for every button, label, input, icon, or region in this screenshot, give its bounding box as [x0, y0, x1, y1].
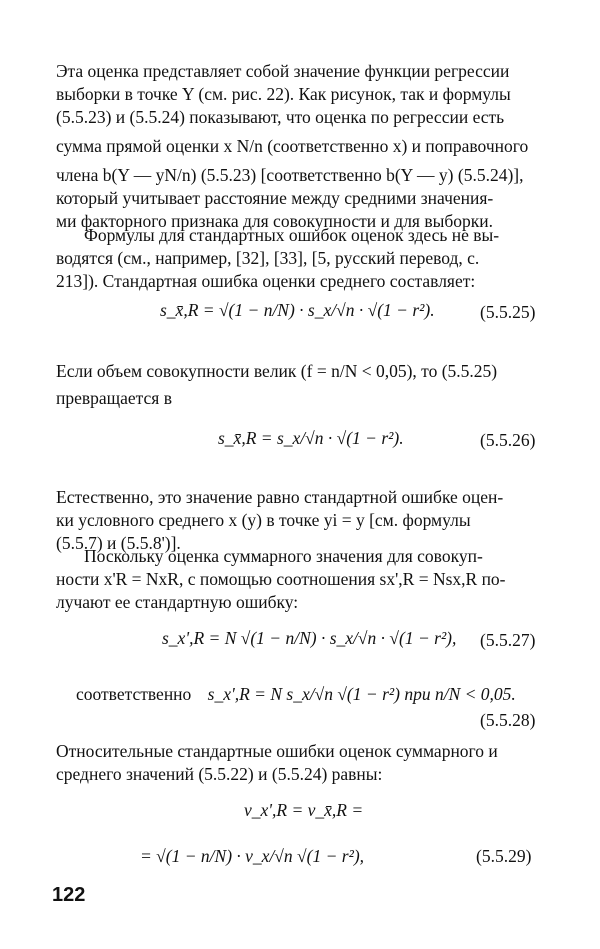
text-line: Естественно, это значение равно стандартной ошибке оцен-	[56, 487, 504, 507]
text-line: ности x'R = NxR, с помощью соотношения sx',R = Nsx,R по-	[56, 569, 506, 589]
equation-5-5-27	[162, 628, 456, 649]
equation-5-5-29-line-1	[244, 800, 363, 821]
text-line: среднего значений (5.5.22) и (5.5.24) равны:	[56, 764, 383, 784]
text-line: Эта оценка представляет собой значение функции регрессии	[56, 61, 510, 81]
text-line: члена b(Y — yN/n) (5.5.23) [соответственно b(Y — y) (5.5.24)],	[56, 165, 524, 185]
equation-5-5-29	[140, 846, 364, 867]
page-number: 122	[52, 884, 86, 906]
paragraph-2	[56, 224, 544, 293]
equation-prefix: соответственно	[76, 684, 192, 704]
equation-number: (5.5.26)	[480, 430, 536, 450]
equation-number: (5.5.27)	[480, 630, 536, 650]
equation-5-5-28	[76, 684, 516, 705]
paragraph-6	[56, 740, 544, 786]
text-line: 213]). Стандартная ошибка оценки среднего составляет:	[56, 271, 476, 291]
equation-formula: s_x̄,R = √(1 − n/N) · s_x/√n · √(1 − r²).	[160, 300, 435, 320]
text-line: который учитывает расстояние между средними значения-	[56, 188, 494, 208]
equation-formula: v_x',R = v_x̄,R =	[244, 800, 364, 820]
equation-formula: s_x',R = N s_x/√n √(1 − r²) при n/N < 0,05.	[207, 684, 516, 704]
paragraph-3	[56, 360, 544, 410]
text-line: Формулы для стандартных ошибок оценок здесь не вы-	[84, 225, 500, 245]
text-line: превращается в	[56, 388, 172, 408]
text-line: ки условного среднего x (y) в точке yi = y [см. формулы	[56, 510, 471, 530]
equation-formula: = √(1 − n/N) · v_x/√n √(1 − r²),	[140, 846, 365, 866]
equation-number: (5.5.28)	[480, 710, 536, 730]
equation-number: (5.5.25)	[480, 302, 536, 322]
text-line: выборки в точке Y (см. рис. 22). Как рисунок, так и формулы	[56, 84, 511, 104]
equation-formula: s_x',R = N √(1 − n/N) · s_x/√n · √(1 − r²),	[162, 628, 457, 648]
text-line: ми факторного признака для совокупности и для выборки.	[56, 211, 494, 231]
text-line: Относительные стандартные ошибки оценок суммарного и	[56, 741, 498, 761]
paragraph-5	[56, 545, 544, 614]
text-line: сумма прямой оценки x N/n (соответственно x) и поправочного	[56, 136, 529, 156]
text-line: Если объем совокупности велик (f = n/N < 0,05), то (5.5.25)	[56, 361, 498, 381]
text-line: (5.5.23) и (5.5.24) показывают, что оценка по регрессии есть	[56, 107, 505, 127]
equation-5-5-25	[160, 300, 435, 321]
text-line: Поскольку оценка суммарного значения для совокуп-	[84, 546, 483, 566]
equation-5-5-26	[218, 428, 404, 449]
equation-number: (5.5.29)	[476, 846, 532, 866]
text-line: водятся (см., например, [32], [33], [5, русский перевод, с.	[56, 248, 480, 268]
paragraph-1	[56, 60, 544, 233]
text-line: (5.5.7) и (5.5.8')].	[56, 533, 181, 553]
equation-formula: s_x̄,R = s_x/√n · √(1 − r²).	[218, 428, 404, 448]
text-line: лучают ее стандартную ошибку:	[56, 592, 299, 612]
